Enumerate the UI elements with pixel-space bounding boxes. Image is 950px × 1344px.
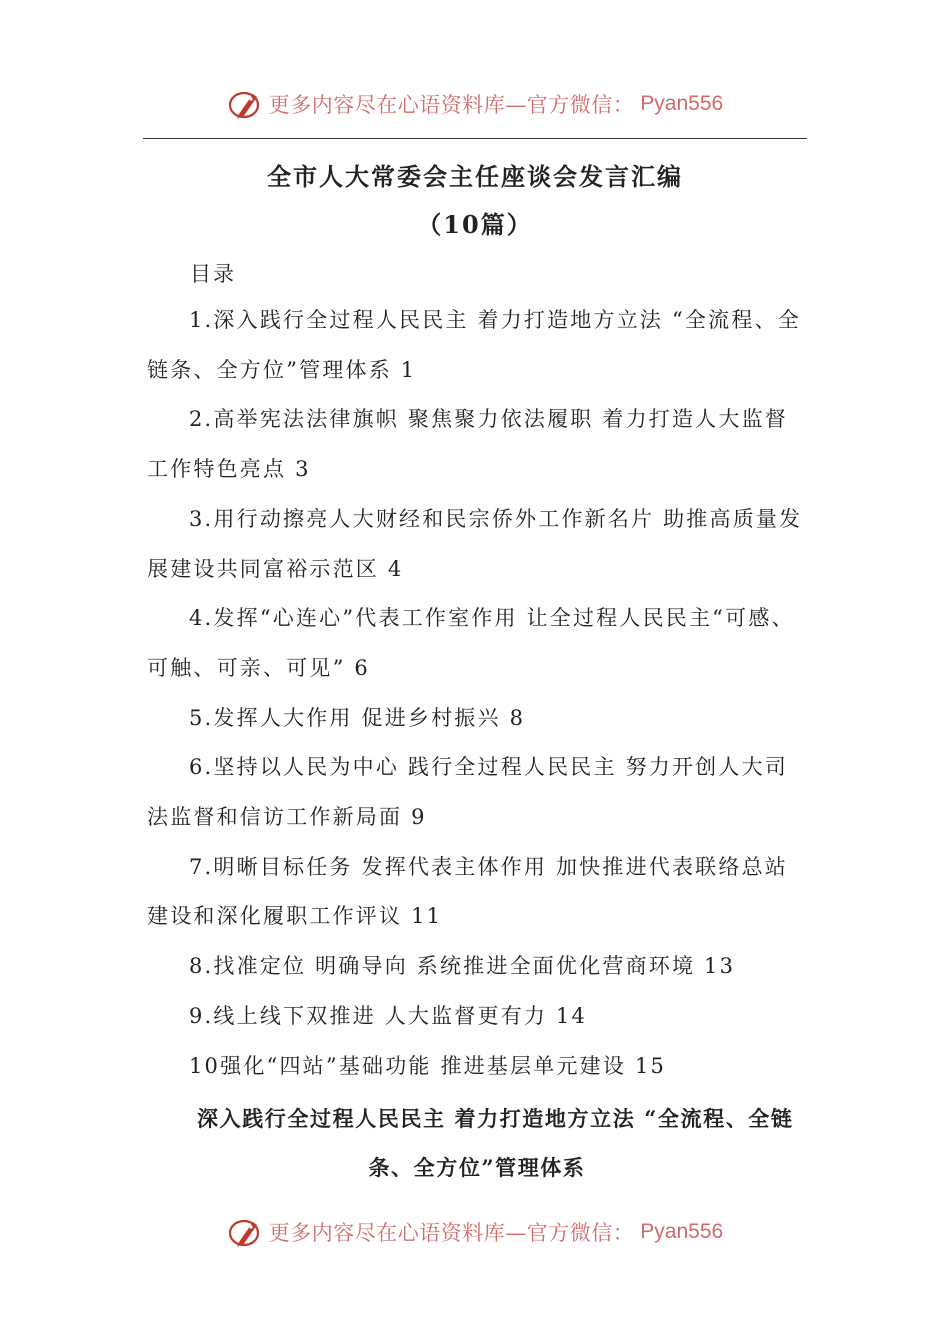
toc-heading: 目录 — [190, 262, 236, 286]
section-heading-line2: 条、全方位”管理体系 — [368, 1155, 586, 1180]
toc-item: 2.高举宪法法律旗帜 聚焦聚力依法履职 着力打造人大监督工作特色亮点 3 — [147, 407, 788, 482]
document-title: 全市人大常委会主任座谈会发言汇编 — [267, 162, 683, 191]
toc-item: 4.发挥“心连心”代表工作室作用 让全过程人民民主“可感、可触、可亲、可见” 6 — [147, 606, 795, 680]
banner-wechat-id: Pyan556 — [640, 92, 724, 115]
banner-wechat-id: Pyan556 — [640, 1220, 724, 1243]
banner-text: 更多内容尽在心语资料库—官方微信： — [268, 1221, 635, 1245]
banner-text: 更多内容尽在心语资料库—官方微信： — [268, 93, 635, 117]
toc-item: 10强化“四站”基础功能 推进基层单元建设 15 — [189, 1053, 667, 1078]
toc-item: 6.坚持以人民为中心 践行全过程人民民主 努力开创人大司法监督和信访工作新局面 9 — [147, 755, 788, 830]
toc-item: 7.明晰目标任务 发挥代表主体作用 加快推进代表联络总站建设和深化履职工作评议 11 — [147, 854, 788, 929]
toc-item: 5.发挥人大作用 促进乡村振兴 8 — [189, 705, 526, 730]
section-heading — [147, 1094, 807, 1192]
header-banner — [0, 84, 950, 124]
toc-item: 8.找准定位 明确导向 系统推进全面优化营商环境 13 — [189, 954, 736, 979]
toc-item: 9.线上线下双推进 人大监督更有力 14 — [189, 1003, 588, 1028]
toc-item: 3.用行动擦亮人大财经和民宗侨外工作新名片 助推高质量发展建设共同富裕示范区 4 — [147, 506, 803, 581]
header-divider — [143, 138, 807, 139]
footer-banner — [0, 1212, 950, 1252]
table-of-contents — [147, 296, 807, 1091]
toc-item: 1.深入践行全过程人民民主 着力打造地方立法 “全流程、全链条、全方位”管理体系 1 — [147, 308, 801, 382]
pen-nib-logo-icon — [227, 86, 263, 122]
document-subtitle: （10篇） — [417, 210, 533, 239]
pen-nib-logo-icon — [227, 1214, 263, 1250]
section-heading-line1: 深入践行全过程人民民主 着力打造地方立法 “全流程、全链 — [197, 1106, 794, 1131]
